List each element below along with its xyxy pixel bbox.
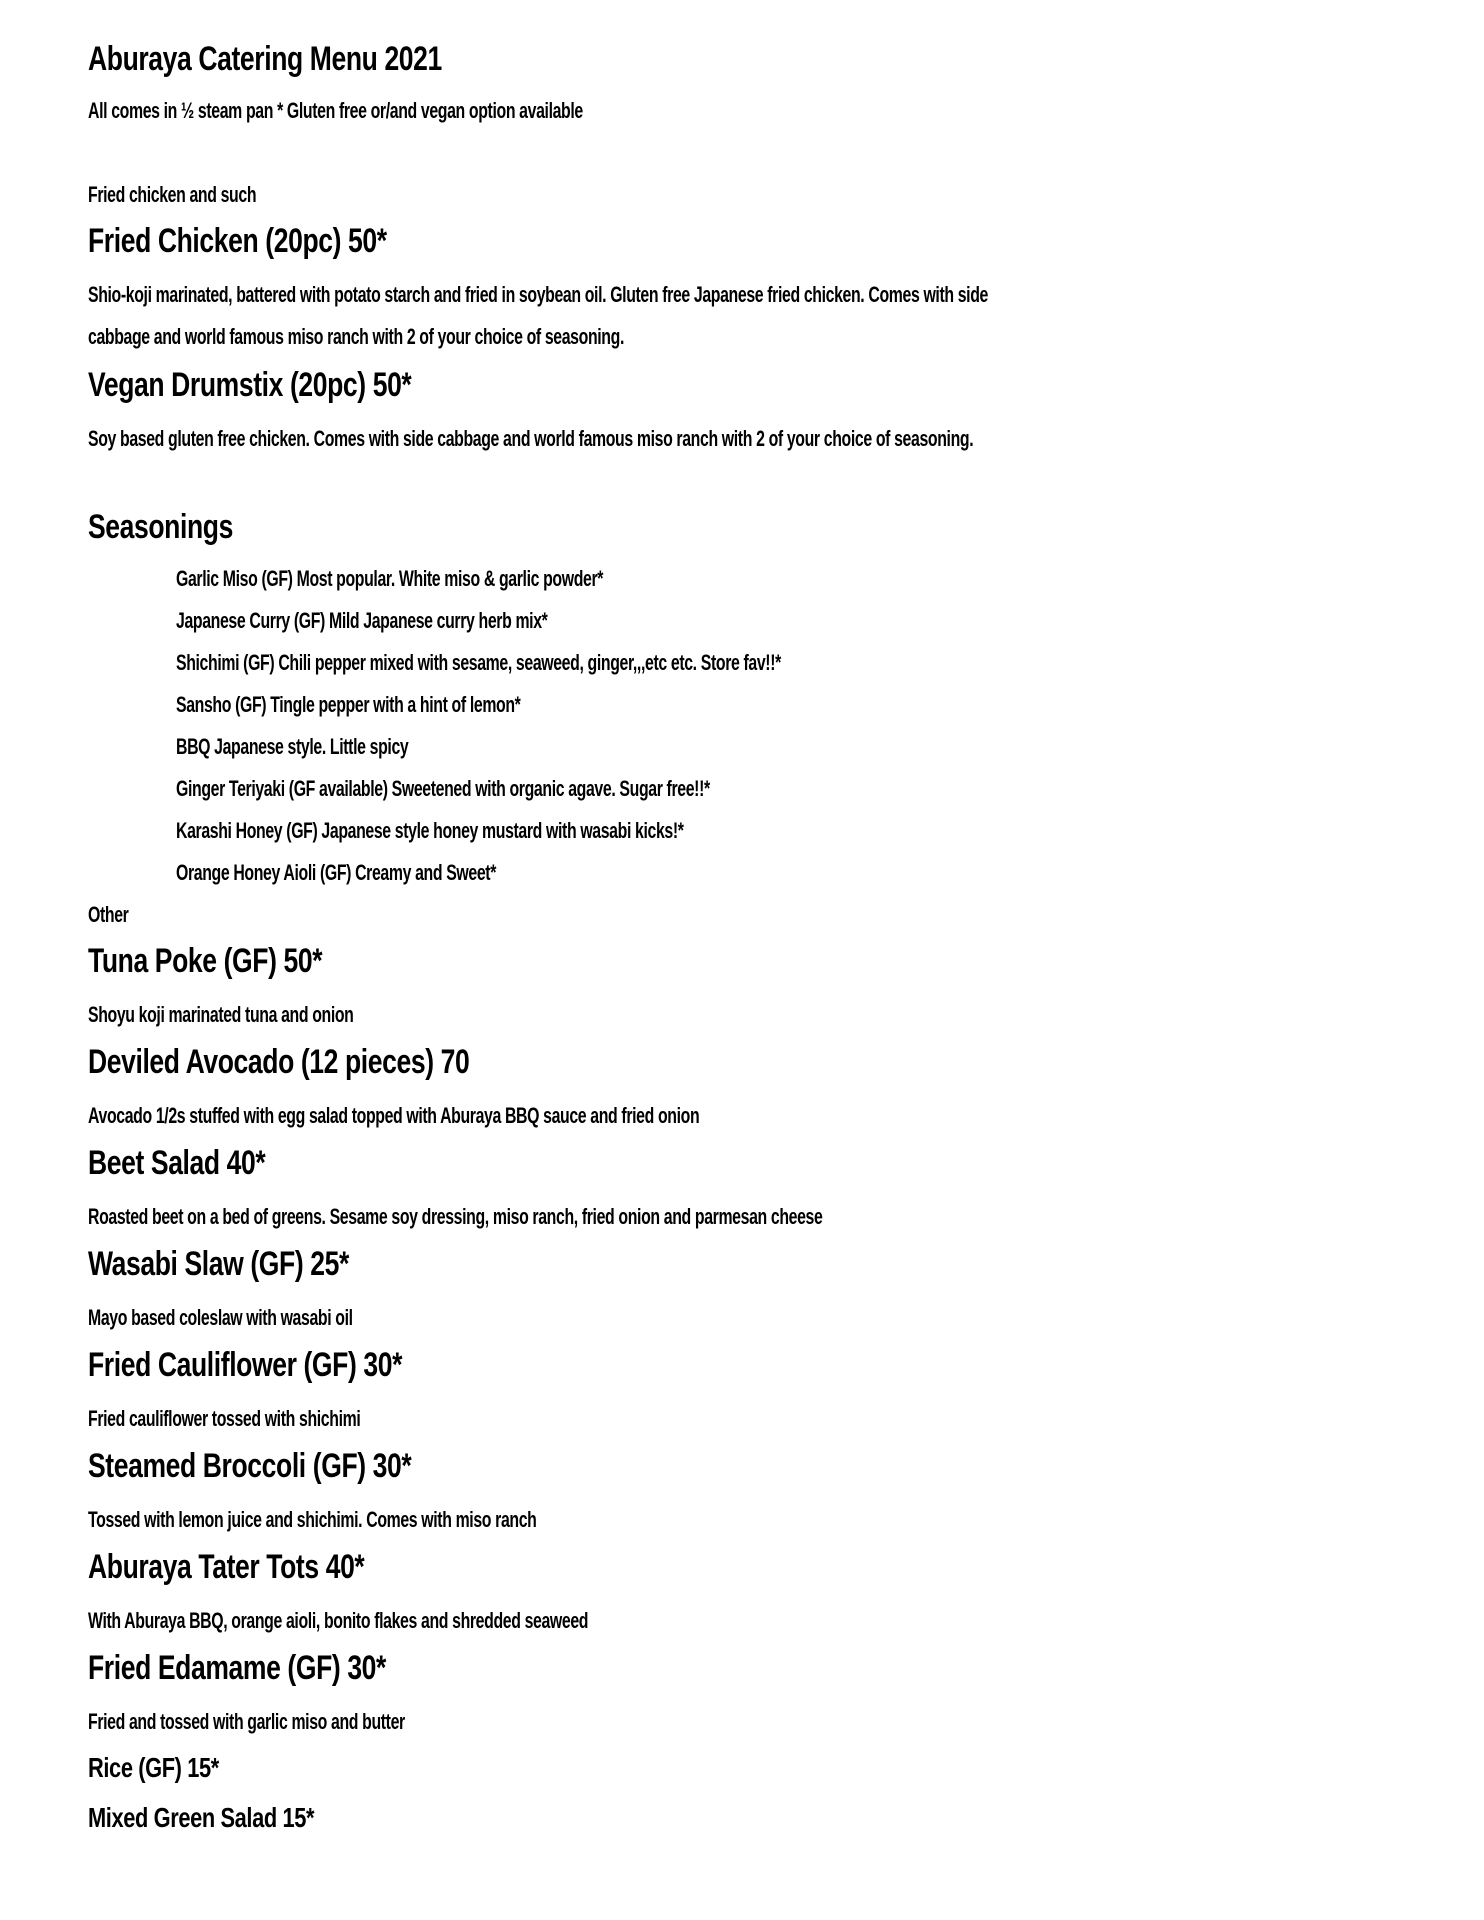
menu-item-name: Fried Edamame (GF) 30* — [88, 1649, 386, 1687]
menu-item-name: Deviled Avocado (12 pieces) 70 — [88, 1043, 470, 1081]
seasoning-item: Japanese Curry (GF) Mild Japanese curry herb mix* — [176, 608, 548, 633]
menu-item-desc: With Aburaya BBQ, orange aioli, bonito flakes and shredded seaweed — [88, 1608, 589, 1633]
menu-item-name: Vegan Drumstix (20pc) 50* — [88, 366, 412, 404]
menu-item-name: Steamed Broccoli (GF) 30* — [88, 1447, 412, 1485]
menu-item-desc: Tossed with lemon juice and shichimi. Comes with miso ranch — [88, 1507, 537, 1532]
page-subtitle: All comes in ½ steam pan * Gluten free or/and vegan option available — [88, 98, 583, 123]
menu-item-name: Fried Cauliflower (GF) 30* — [88, 1346, 403, 1384]
section-label-fried: Fried chicken and such — [88, 182, 257, 207]
menu-item-name: Wasabi Slaw (GF) 25* — [88, 1245, 349, 1283]
menu-item-desc: cabbage and world famous miso ranch with 2 of your choice of seasoning. — [88, 324, 624, 349]
menu-item-desc: Fried and tossed with garlic miso and butter — [88, 1709, 405, 1734]
page-title: Aburaya Catering Menu 2021 — [88, 40, 442, 78]
seasoning-item: Orange Honey Aioli (GF) Creamy and Sweet* — [176, 860, 497, 885]
seasoning-item: BBQ Japanese style. Little spicy — [176, 734, 409, 759]
seasoning-item: Ginger Teriyaki (GF available) Sweetened with organic agave. Sugar free!!* — [176, 776, 710, 801]
menu-item-name: Aburaya Tater Tots 40* — [88, 1548, 365, 1586]
section-label-other: Other — [88, 902, 129, 927]
menu-item-desc: Avocado 1/2s stuffed with egg salad topped with Aburaya BBQ sauce and fried onion — [88, 1103, 700, 1128]
menu-item-desc: Fried cauliflower tossed with shichimi — [88, 1406, 361, 1431]
menu-item-desc: Shio-koji marinated, battered with potato starch and fried in soybean oil. Gluten free Japanese fried chicken. Comes with side — [88, 282, 988, 307]
menu-extra-item: Rice (GF) 15* — [88, 1752, 219, 1783]
seasoning-item: Karashi Honey (GF) Japanese style honey mustard with wasabi kicks!* — [176, 818, 684, 843]
seasoning-item: Sansho (GF) Tingle pepper with a hint of lemon* — [176, 692, 521, 717]
menu-item-desc: Soy based gluten free chicken. Comes with side cabbage and world famous miso ranch with 2 of your choice of seasoning. — [88, 426, 974, 451]
seasoning-item: Shichimi (GF) Chili pepper mixed with sesame, seaweed, ginger,,,etc etc. Store fav!!* — [176, 650, 781, 675]
menu-item-name: Fried Chicken (20pc) 50* — [88, 222, 387, 260]
menu-item-name: Tuna Poke (GF) 50* — [88, 942, 323, 980]
menu-item-desc: Roasted beet on a bed of greens. Sesame soy dressing, miso ranch, fried onion and parmesan cheese — [88, 1204, 823, 1229]
menu-item-desc: Mayo based coleslaw with wasabi oil — [88, 1305, 353, 1330]
menu-item-desc: Shoyu koji marinated tuna and onion — [88, 1002, 354, 1027]
seasonings-heading: Seasonings — [88, 508, 233, 546]
menu-extra-item: Mixed Green Salad 15* — [88, 1802, 315, 1833]
seasoning-item: Garlic Miso (GF) Most popular. White miso & garlic powder* — [176, 566, 604, 591]
menu-item-name: Beet Salad 40* — [88, 1144, 266, 1182]
